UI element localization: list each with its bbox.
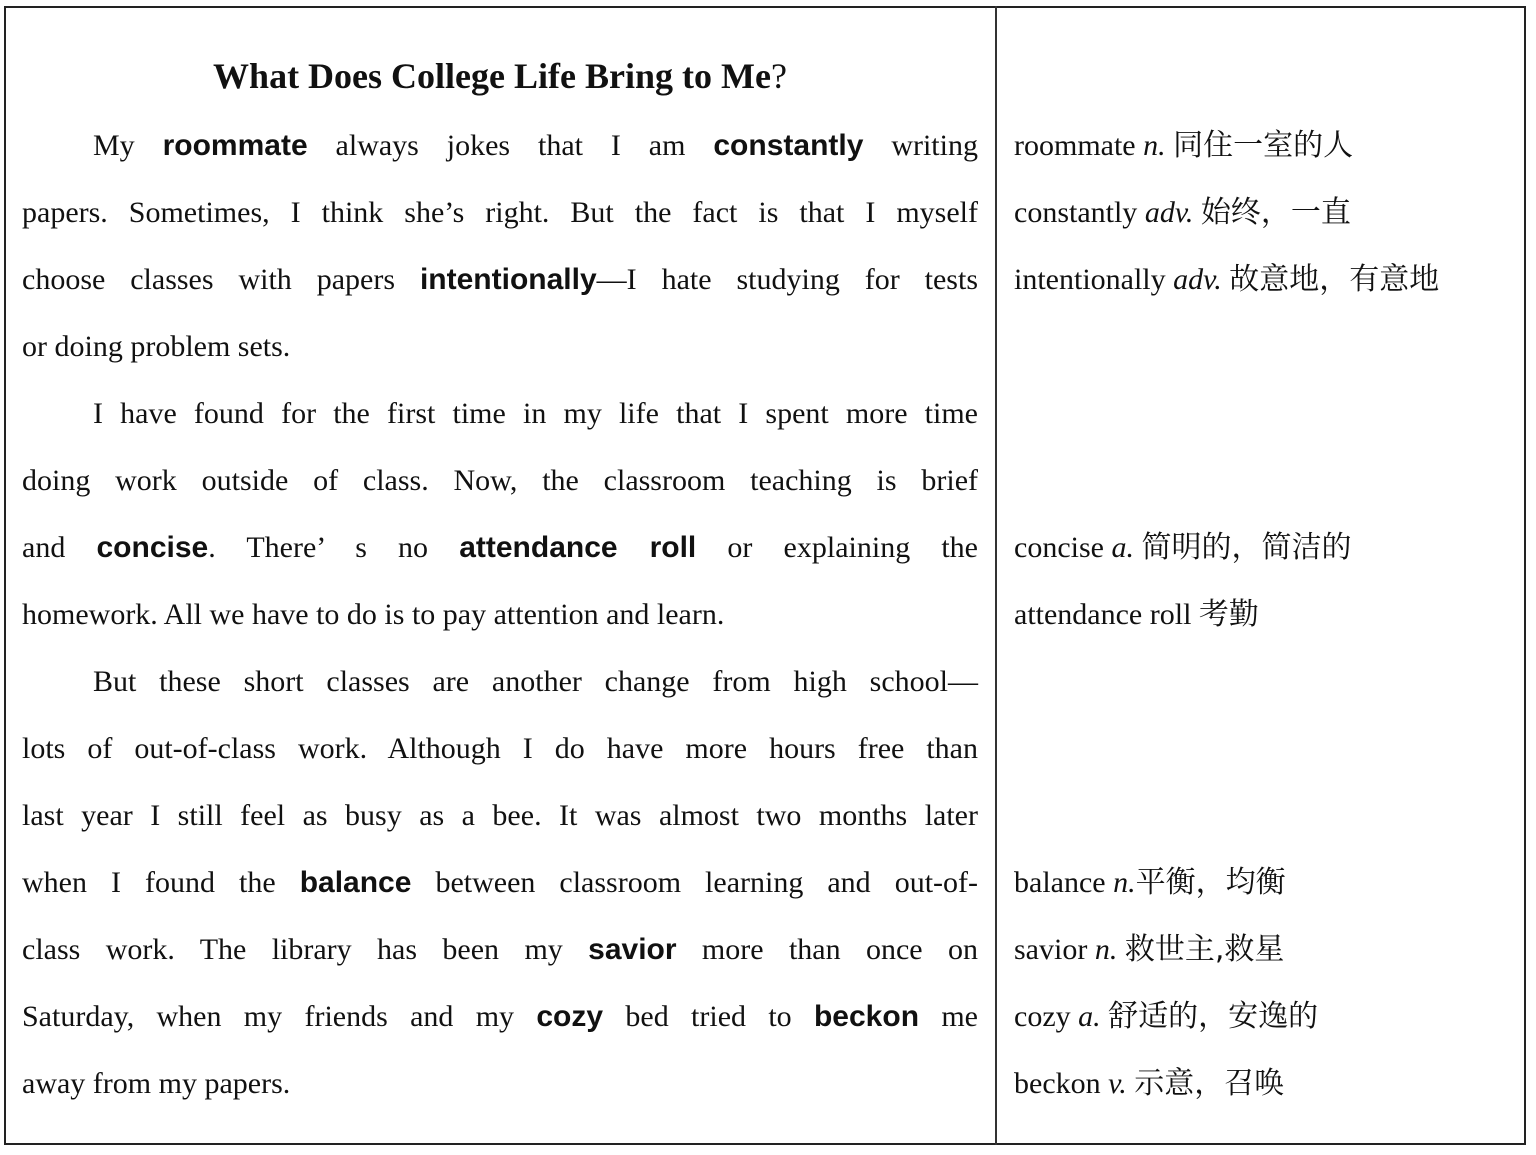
text-line [22, 726, 978, 772]
gloss-meaning: 舒适的，安逸的 [1108, 999, 1319, 1034]
text-line [22, 592, 978, 638]
gloss-meaning: 简明的，简洁的 [1141, 530, 1352, 565]
vocab-term: constantly [713, 129, 864, 162]
gloss-pos: n. [1113, 866, 1136, 899]
text-line [22, 458, 978, 504]
text-segment: between classroom learning and out-of- [411, 866, 978, 899]
gloss-meaning: 始终，一直 [1200, 195, 1351, 230]
text-segment: My [93, 129, 163, 162]
gloss-pos: n. [1094, 933, 1118, 966]
text-segment: or doing problem sets. [22, 330, 291, 363]
gloss-intentionally [1014, 257, 1519, 303]
text-segment: . There’ s no [208, 531, 460, 564]
gloss-savior [1014, 927, 1519, 973]
gloss-pos: adv. [1144, 196, 1194, 229]
text-line [22, 324, 978, 370]
vocab-term: concise [96, 531, 209, 564]
text-segment: lots of out-of-class work. Although I do have more hours free than [22, 732, 978, 765]
gloss-pos: adv. [1173, 263, 1222, 296]
vocab-term: balance [299, 866, 412, 899]
gloss-beckon [1014, 1061, 1519, 1107]
article-title-mark: ? [770, 56, 787, 96]
gloss-word: attendance roll [1014, 598, 1192, 631]
vocab-term: savior [588, 933, 677, 966]
text-segment: choose classes with papers [22, 263, 420, 296]
text-line [22, 659, 978, 705]
text-segment: class work. The library has been my [22, 933, 589, 966]
text-segment: when I found the [22, 866, 300, 899]
text-segment: always jokes that I am [307, 129, 714, 162]
text-line [22, 793, 978, 839]
gloss-pos: v. [1108, 1067, 1127, 1100]
text-line [22, 123, 978, 169]
vocab-term: beckon [813, 1000, 920, 1033]
gloss-word: constantly [1014, 196, 1138, 229]
gloss-cozy [1014, 994, 1519, 1040]
text-line [22, 927, 978, 973]
text-line [22, 391, 978, 437]
gloss-word: concise [1014, 531, 1104, 564]
text-segment: I have found for the first time in my life that I spent more time [93, 397, 978, 430]
text-line [22, 860, 978, 906]
gloss-meaning: 救世主,救星 [1124, 932, 1285, 967]
text-segment: or explaining the [696, 531, 979, 564]
gloss-word: beckon [1014, 1067, 1101, 1100]
gloss-meaning: 考勤 [1198, 597, 1259, 632]
text-segment: away from my papers. [22, 1067, 291, 1100]
text-segment: —I hate studying for tests [596, 263, 978, 296]
vocab-term: roommate [162, 129, 308, 162]
article-title-text: What Does College Life Bring to Me [213, 56, 771, 96]
gloss-roommate [1014, 123, 1519, 169]
gloss-word: intentionally [1014, 263, 1166, 296]
vocab-term: attendance roll [459, 531, 697, 564]
text-line [22, 1061, 978, 1107]
text-segment: homework. All we have to do is to pay attention and learn. [22, 598, 725, 631]
text-line [22, 257, 978, 303]
gloss-word: balance [1014, 866, 1106, 899]
text-segment: more than once on [676, 933, 978, 966]
gloss-pos: a. [1111, 531, 1134, 564]
text-line [22, 994, 978, 1040]
gloss-pos: a. [1078, 1000, 1101, 1033]
text-segment: But these short classes are another change from high school— [93, 665, 978, 698]
gloss-meaning: 平衡，均衡 [1135, 865, 1286, 900]
gloss-word: roommate [1014, 129, 1136, 162]
text-segment: me [919, 1000, 978, 1033]
gloss-balance [1014, 860, 1519, 906]
gloss-word: savior [1014, 933, 1088, 966]
gloss-pos: n. [1143, 129, 1166, 162]
gloss-meaning: 同住一室的人 [1173, 128, 1354, 163]
column-divider [995, 6, 997, 1145]
text-segment: Saturday, when my friends and my [22, 1000, 537, 1033]
vocab-term: cozy [536, 1000, 604, 1033]
gloss-attendance-roll [1014, 592, 1519, 638]
gloss-concise [1014, 525, 1519, 571]
text-segment: bed tried to [603, 1000, 814, 1033]
gloss-word: cozy [1014, 1000, 1071, 1033]
text-segment: papers. Sometimes, I think she’s right. But the fact is that I myself [22, 196, 978, 229]
gloss-meaning: 故意地，有意地 [1229, 262, 1440, 297]
text-segment: and [22, 531, 97, 564]
gloss-meaning: 示意，召唤 [1134, 1066, 1285, 1101]
vocab-term: intentionally [419, 263, 597, 296]
text-segment: writing [863, 129, 978, 162]
text-segment: last year I still feel as busy as a bee. It was almost two months later [22, 799, 978, 832]
gloss-constantly [1014, 190, 1519, 236]
text-segment: doing work outside of class. Now, the classroom teaching is brief [22, 464, 978, 497]
text-line [22, 190, 978, 236]
article-title [22, 50, 978, 102]
table-border [4, 6, 1526, 1145]
text-line [22, 525, 978, 571]
